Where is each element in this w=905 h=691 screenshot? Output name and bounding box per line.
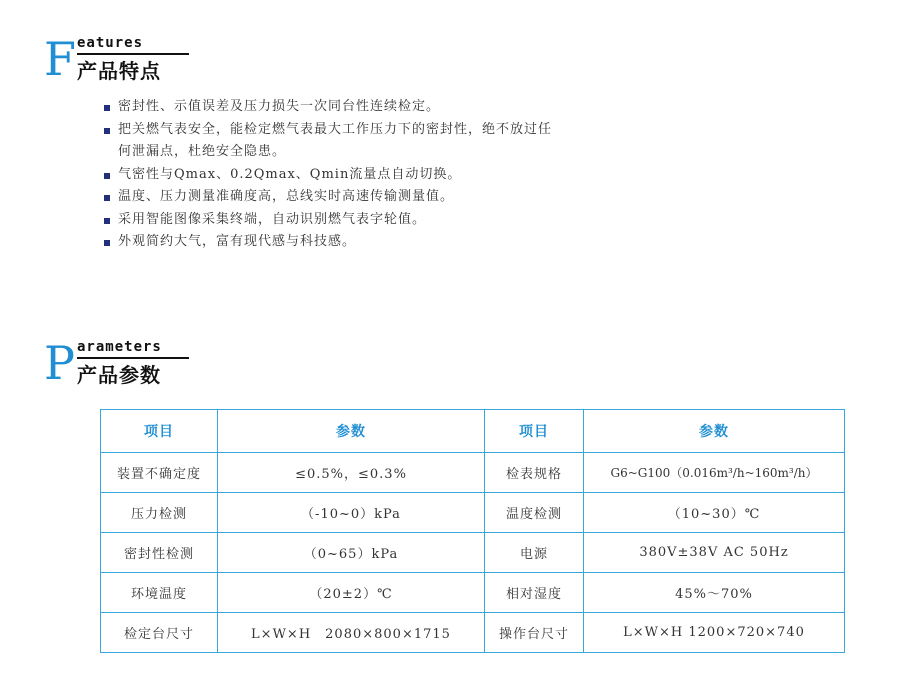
table-row xyxy=(101,493,845,533)
square-bullet-icon xyxy=(104,128,110,134)
table-cell: 电源 xyxy=(485,533,584,573)
table-row xyxy=(101,613,845,653)
list-item xyxy=(104,231,552,254)
list-item xyxy=(104,119,552,164)
table-row xyxy=(101,453,845,493)
table-row xyxy=(101,573,845,613)
table-cell: L×W×H 2080×800×1715 xyxy=(218,613,485,653)
parameters-heading xyxy=(44,336,344,390)
features-list xyxy=(104,96,552,254)
table-cell: 检表规格 xyxy=(485,453,584,493)
feature-text: 采用智能图像采集终端，自动识别燃气表字轮值。 xyxy=(118,211,427,227)
table-cell: 45%～70% xyxy=(584,573,845,613)
table-cell: 温度检测 xyxy=(485,493,584,533)
table-cell: 环境温度 xyxy=(101,573,218,613)
table-cell: 密封性检测 xyxy=(101,533,218,573)
feature-text: 气密性与Qmax、0.2Qmax、Qmin流量点自动切换。 xyxy=(118,166,462,182)
list-item xyxy=(104,209,552,232)
table-cell: 压力检测 xyxy=(101,493,218,533)
features-title: 产品特点 xyxy=(77,59,161,83)
list-item xyxy=(104,164,552,187)
square-bullet-icon xyxy=(104,173,110,179)
table-cell: 检定台尺寸 xyxy=(101,613,218,653)
square-bullet-icon xyxy=(104,195,110,201)
features-initial: F xyxy=(44,32,76,86)
column-header: 参数 xyxy=(584,410,845,453)
column-header: 项目 xyxy=(485,410,584,453)
features-english-title: eatures xyxy=(77,35,144,51)
feature-text: 把关燃气表安全，能检定燃气表最大工作压力下的密封性，绝不放过任 xyxy=(118,121,553,137)
table-cell: 380V±38V AC 50Hz xyxy=(584,533,845,573)
list-item xyxy=(104,186,552,209)
parameters-table xyxy=(100,409,845,653)
feature-text-continuation: 何泄漏点，杜绝安全隐患。 xyxy=(118,144,287,159)
column-header: 参数 xyxy=(218,410,485,453)
table-cell: 装置不确定度 xyxy=(101,453,218,493)
features-heading xyxy=(44,32,344,86)
parameters-english-title: arameters xyxy=(77,339,162,355)
table-cell: L×W×H 1200×720×740 xyxy=(584,613,845,653)
table-cell: （0~65）kPa xyxy=(218,533,485,573)
column-header: 项目 xyxy=(101,410,218,453)
square-bullet-icon xyxy=(104,240,110,246)
table-cell: ≤0.5%，≤0.3% xyxy=(218,453,485,493)
list-item xyxy=(104,96,552,119)
feature-text: 温度、压力测量准确度高，总线实时高速传输测量值。 xyxy=(118,189,455,204)
parameters-title: 产品参数 xyxy=(77,363,161,387)
table-header-row xyxy=(101,410,845,453)
table-cell: G6~G100（0.016m³/h~160m³/h） xyxy=(584,453,845,493)
feature-text: 外观简约大气，富有现代感与科技感。 xyxy=(118,234,357,249)
square-bullet-icon xyxy=(104,105,110,111)
table-cell: （-10~0）kPa xyxy=(218,493,485,533)
table-cell: 相对湿度 xyxy=(485,573,584,613)
feature-text: 密封性、示值误差及压力损失一次同台性连续检定。 xyxy=(118,99,441,114)
parameters-initial: P xyxy=(44,336,75,390)
table-cell: 操作台尺寸 xyxy=(485,613,584,653)
table-row xyxy=(101,533,845,573)
square-bullet-icon xyxy=(104,218,110,224)
table-cell: （20±2）℃ xyxy=(218,573,485,613)
table-cell: （10~30）℃ xyxy=(584,493,845,533)
